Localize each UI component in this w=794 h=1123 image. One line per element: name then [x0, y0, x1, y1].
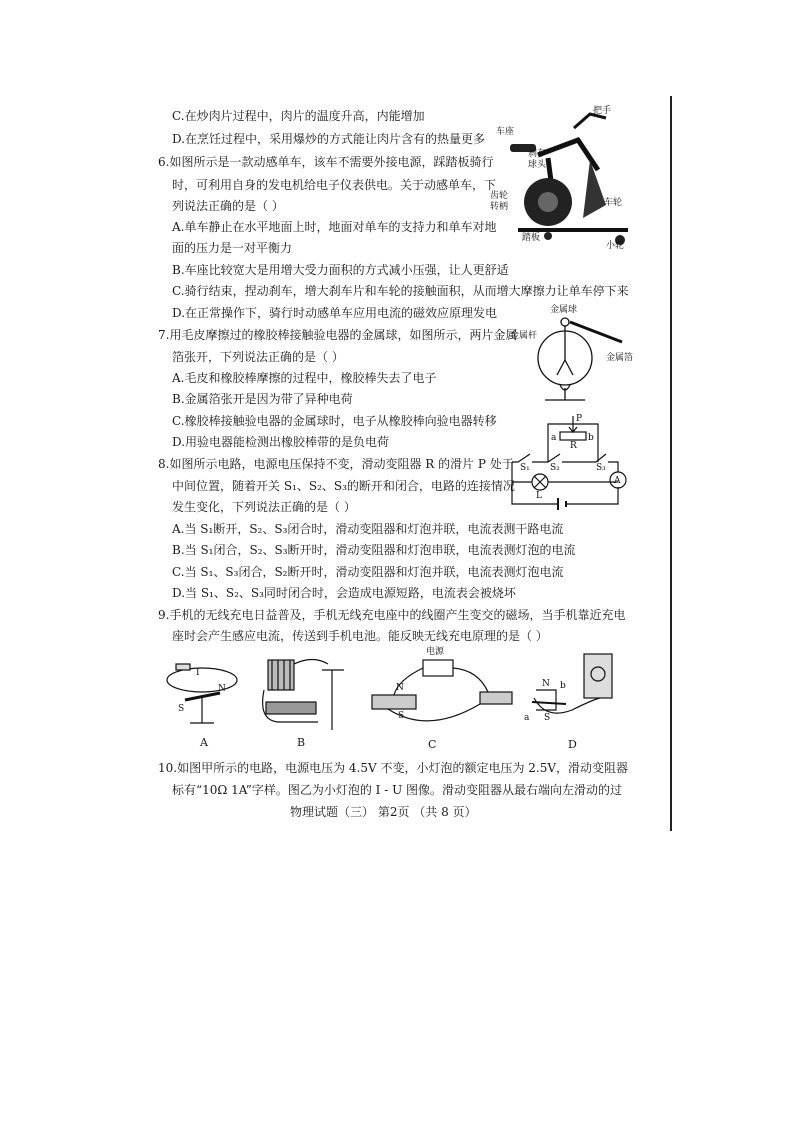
label-b: b: [588, 433, 594, 443]
electroscope-figure: [510, 300, 660, 405]
label-a: a: [524, 713, 530, 723]
label-n: N: [396, 683, 404, 693]
label-gear: 转柄: [490, 202, 509, 212]
label-a: a: [551, 433, 557, 443]
label-n: N: [218, 684, 226, 694]
q7-stem: 7.用毛皮摩擦过的橡胶棒接触验电器的金属球，如图所示，两片金属: [158, 328, 518, 342]
label-b: b: [560, 681, 566, 691]
spin-bike-figure: [478, 100, 638, 255]
q5-option-d: D.在烹饪过程中，采用爆炒的方式能让肉片含有的热量更多: [172, 132, 486, 146]
label-r: R: [570, 441, 577, 451]
page-footer: 物理试题（三） 第2页 （共 8 页）: [290, 805, 477, 819]
q6-stem: 时，可利用自身的发电机给电子仪表供电。关于动感单车，下: [172, 178, 497, 192]
q6-option-a: 面的压力是一对平衡力: [172, 241, 293, 255]
q5-option-c: C.在炒肉片过程中，肉片的温度升高，内能增加: [172, 109, 425, 123]
q7-option-d: D.用验电器能检测出橡胶棒带的是负电荷: [172, 435, 390, 449]
q6-option-a: A.单车静止在水平地面上时，地面对单车的支持力和单车对地: [172, 220, 497, 234]
q8-stem: 发生变化，下列说法正确的是（ ）: [172, 500, 356, 514]
q7-option-b: B.金属箔张开是因为带了异种电荷: [172, 392, 353, 406]
q9-option-b: B: [297, 736, 306, 749]
q9-figure-a: [160, 655, 245, 730]
q9-stem: 9.手机的无线充电日益普及，手机无线充电座中的线圈产生变交的磁场，当手机靠近充电: [158, 608, 626, 622]
q6-option-c: C.骑行结束，捏动刹车，增大刹车片和车轮的接触面积，从而增大摩擦力让单车停下来: [172, 284, 629, 298]
label-pedal: 踏板: [522, 233, 541, 243]
q10-stem: 标有“10Ω 1A”字样。图乙为小灯泡的 I - U 图像。滑动变阻器从最右端向左滑动的过: [172, 783, 623, 797]
q9-figure-d: [522, 650, 622, 735]
q7-option-a: A.毛皮和橡胶棒摩擦的过程中，橡胶棒失去了电子: [172, 371, 437, 385]
q8-option-b: B.当 S₁闭合，S₂、S₃断开时，滑动变阻器和灯泡串联，电流表测灯泡的电流: [172, 543, 576, 557]
label-seat: 车座: [496, 127, 515, 137]
label-i: I: [196, 668, 200, 678]
label-p: P: [576, 414, 583, 424]
label-power-source: 电源: [426, 647, 445, 657]
label-ammeter: A: [614, 476, 621, 486]
q9-figure-c: [368, 640, 518, 735]
q10-stem: 10.如图甲所示的电路，电源电压为 4.5V 不变，小灯泡的额定电压为 2.5V，滑动变阻器: [158, 761, 629, 775]
q6-option-d: D.在正常操作下，骑行时动感单车应用电流的磁效应原理发电: [172, 306, 498, 320]
q8-option-c: C.当 S₁、S₃闭合，S₂断开时，滑动变阻器和灯泡并联，电流表测灯泡电流: [172, 565, 564, 579]
label-s: S: [544, 713, 551, 723]
label-wheel: 车轮: [604, 198, 623, 208]
q9-option-c: C: [428, 738, 437, 751]
q8-stem: 8.如图所示电路，电源电压保持不变，滑动变阻器 R 的滑片 P 处于: [158, 457, 514, 471]
q8-option-a: A.当 S₁断开，S₂、S₃闭合时，滑动变阻器和灯泡并联，电流表测干路电流: [172, 522, 564, 536]
q6-stem: 6.如图所示是一款动感单车，该车不需要外接电源，踩踏板骑行: [158, 155, 494, 169]
label-metal-foil: 金属箔: [606, 353, 634, 363]
label-n: N: [542, 679, 550, 689]
margin-line: [670, 96, 672, 831]
label-metal-rod: 金属杆: [510, 331, 538, 341]
label-small-wheel: 小轮: [606, 241, 625, 251]
q9-option-d: D: [568, 738, 577, 751]
circuit-figure: [508, 412, 628, 514]
q6-option-b: B.车座比较宽大是用增大受力面积的方式减小压强，让人更舒适: [172, 263, 509, 277]
label-metal-ball: 金属球: [550, 305, 578, 315]
q9-option-a: A: [200, 736, 208, 749]
label-s3: S₃: [596, 463, 606, 473]
q7-stem: 箔张开，下列说法正确的是（ ）: [172, 350, 344, 364]
q8-stem: 中间位置，随着开关 S₁、S₂、S₃的断开和闭合，电路的连接情况: [172, 479, 515, 493]
label-s2: S₂: [550, 463, 560, 473]
label-gear: 齿轮: [490, 191, 509, 201]
q6-stem: 列说法正确的是（ ）: [172, 199, 284, 213]
label-lamp: L: [536, 491, 542, 501]
q9-stem: 座时会产生感应电流，传送到手机电池。能反映无线充电原理的是（ ）: [172, 629, 548, 643]
label-s1: S₁: [520, 463, 530, 473]
q7-option-c: C.橡胶棒接触验电器的金属球时，电子从橡胶棒向验电器转移: [172, 414, 497, 428]
label-s: S: [398, 711, 405, 721]
q9-figure-b: [258, 650, 350, 735]
label-brake: 球头: [528, 160, 547, 170]
label-s: S: [178, 704, 185, 714]
label-handle: 把手: [593, 106, 612, 116]
q8-option-d: D.当 S₁、S₂、S₃同时闭合时，会造成电源短路，电流表会被烧坏: [172, 586, 516, 600]
label-brake: 刹车: [528, 149, 547, 159]
